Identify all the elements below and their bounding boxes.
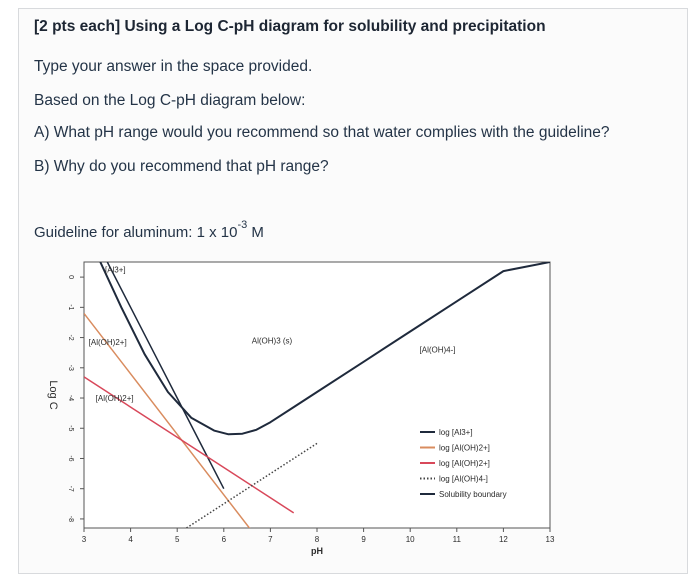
y-tick-label-0: 0 <box>67 275 74 280</box>
answer-instruction: Type your answer in the space provided. <box>34 58 313 75</box>
x-tick-label-10: 13 <box>545 535 555 544</box>
y-tick-label-6: -6 <box>67 455 74 462</box>
x-tick-label-1: 4 <box>128 535 133 544</box>
x-tick-label-2: 5 <box>174 535 180 544</box>
x-tick-label-9: 12 <box>498 535 508 544</box>
x-tick-label-5: 8 <box>314 535 320 544</box>
x-axis-label: pH <box>311 546 323 556</box>
question-intro: Based on the Log C-pH diagram below: <box>34 92 306 109</box>
question-part-a: A) What pH range would you recommend so that water complies with the guideline? <box>34 124 610 141</box>
legend-label-0: log [Al3+] <box>439 428 473 437</box>
y-tick-label-8: -8 <box>67 515 74 523</box>
y-axis-label: Log C <box>47 380 59 410</box>
annotation-label-1: [Al(OH)2+] <box>88 338 127 348</box>
legend-label-4: Solubility boundary <box>439 490 507 499</box>
legend-label-2: log [Al(OH)2+] <box>439 459 490 468</box>
guideline-exponent: -3 <box>237 219 248 231</box>
annotation-label-3: Al(OH)3 (s) <box>251 336 293 346</box>
legend-label-3: log [Al(OH)4-] <box>439 474 488 484</box>
y-tick-label-1: -1 <box>67 304 74 311</box>
question-title: [2 pts each] Using a Log C-pH diagram for solubility and precipitation <box>34 18 546 35</box>
x-tick-label-3: 6 <box>221 535 227 544</box>
guideline-prefix: Guideline for aluminum: 1 x 10 <box>34 224 238 241</box>
annotation-label-0: [Al3+] <box>104 265 126 275</box>
y-tick-label-2: -2 <box>67 334 74 341</box>
x-tick-label-7: 10 <box>405 535 415 544</box>
y-tick-label-4: -4 <box>67 394 74 402</box>
legend-label-1: log [Al(OH)2+] <box>439 443 490 453</box>
x-tick-label-4: 7 <box>268 535 273 544</box>
question-part-b: B) Why do you recommend that pH range? <box>34 158 329 175</box>
annotation-label-2: [Al(OH)2+] <box>95 394 134 404</box>
y-tick-label-7: -7 <box>67 485 74 492</box>
y-tick-label-5: -5 <box>67 425 74 432</box>
x-tick-label-0: 3 <box>81 535 87 544</box>
y-tick-label-3: -3 <box>67 364 74 371</box>
x-tick-label-6: 9 <box>361 535 366 544</box>
x-tick-label-8: 11 <box>452 535 461 544</box>
plot-area <box>84 262 550 528</box>
annotation-label-4: [Al(OH)4-] <box>419 345 456 355</box>
guideline-unit: M <box>247 224 264 241</box>
